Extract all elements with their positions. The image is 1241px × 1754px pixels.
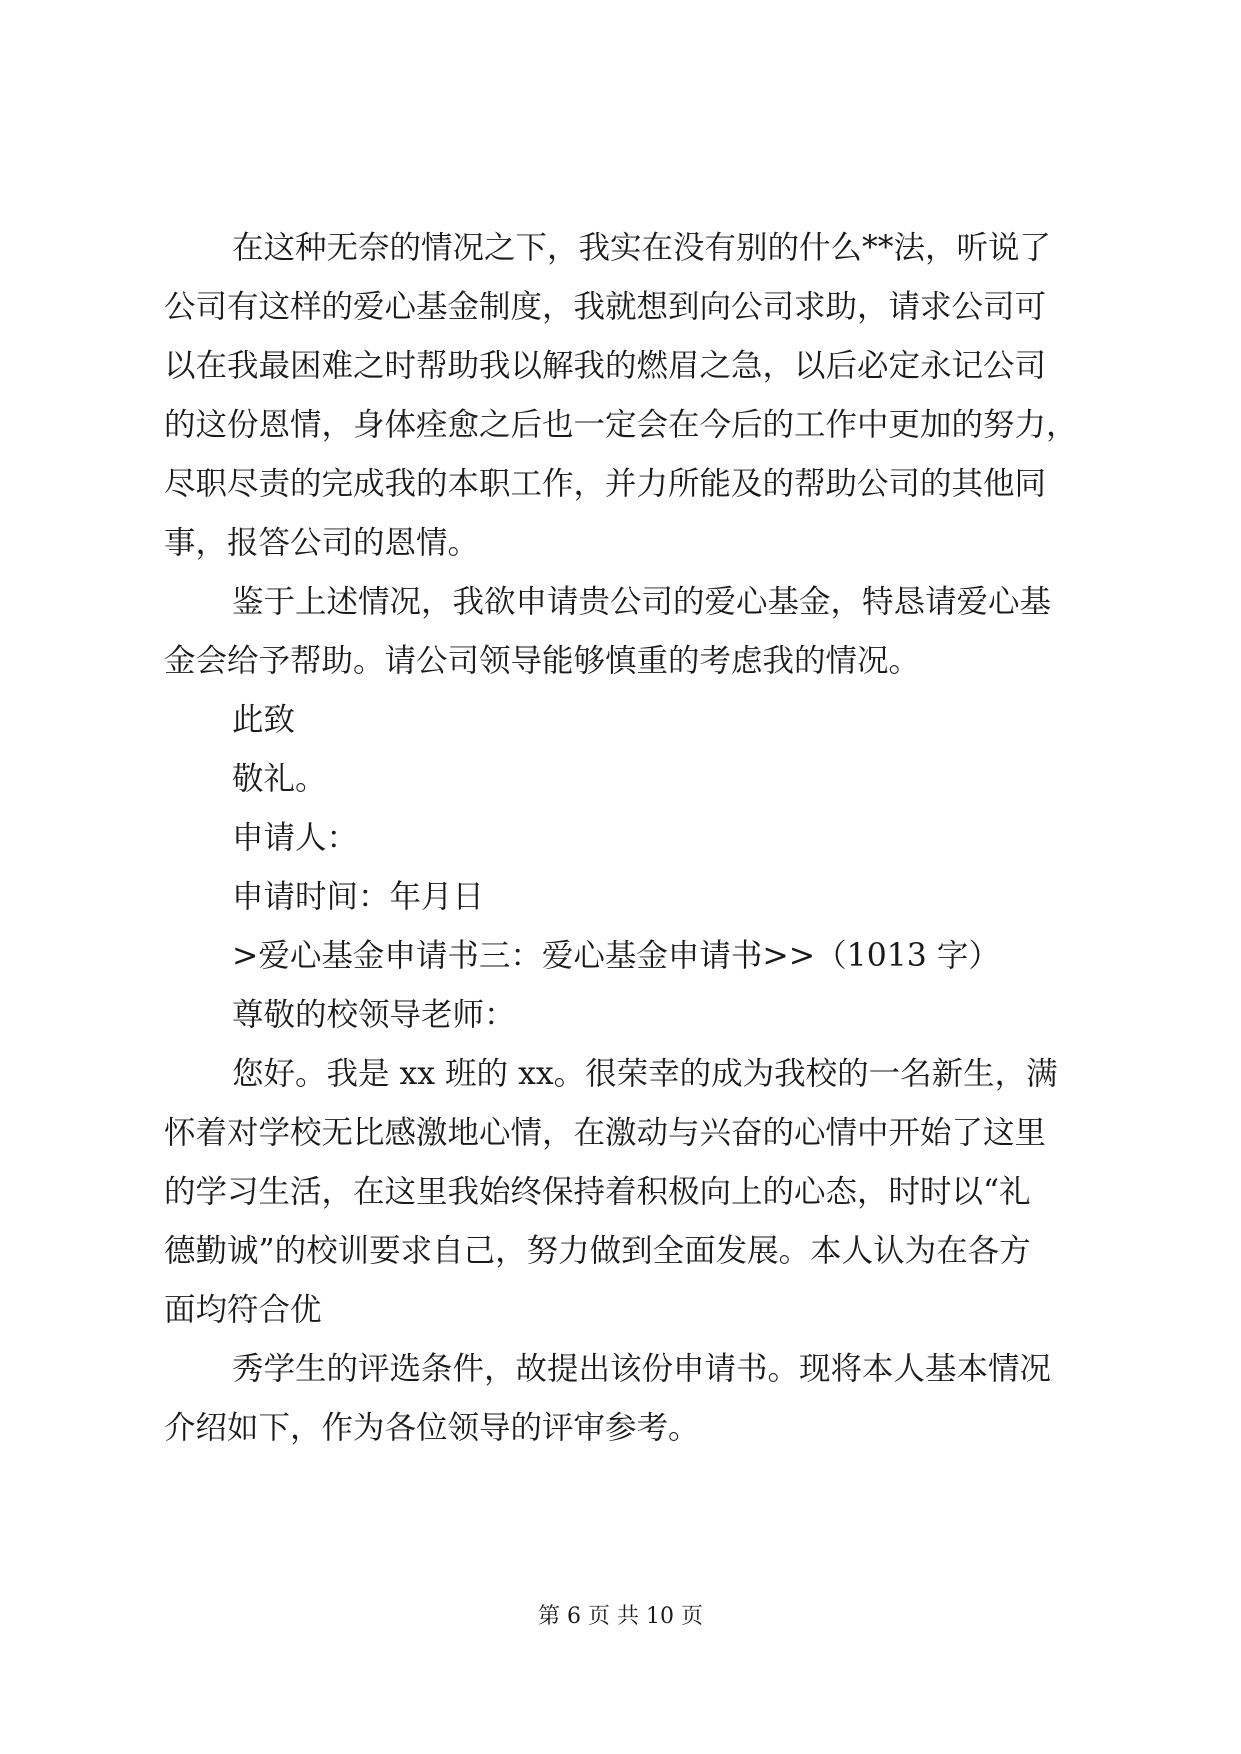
- section-heading: >爱心基金申请书三：爱心基金申请书>>（1013 字）: [232, 938, 1000, 974]
- applicant-line: 申请人：: [232, 820, 359, 856]
- paragraph-line: 以在我最困难之时帮助我以解我的燃眉之急，以后必定永记公司: [164, 348, 1047, 384]
- paragraph-line: 的这份恩情，身体痊愈之后也一定会在今后的工作中更加的努力，: [164, 407, 1078, 443]
- paragraph-line: 面均符合优: [164, 1292, 322, 1328]
- application-date-line: 申请时间：年月日: [232, 879, 485, 915]
- paragraph-line: 金会给予帮助。请公司领导能够慎重的考虑我的情况。: [164, 643, 921, 679]
- paragraph-line: 您好。我是 xx 班的 xx。很荣幸的成为我校的一名新生，满: [232, 1056, 1058, 1092]
- paragraph-line: 秀学生的评选条件，故提出该份申请书。现将本人基本情况: [232, 1351, 1052, 1387]
- paragraph-line: 事，报答公司的恩情。: [164, 525, 480, 561]
- closing-line: 此致: [232, 702, 296, 738]
- paragraph-line: 介绍如下，作为各位领导的评审参考。: [164, 1410, 700, 1446]
- closing-line: 敬礼。: [232, 761, 327, 797]
- paragraph-line: 德勤诚”的校训要求自己，努力做到全面发展。本人认为在各方: [164, 1233, 1031, 1269]
- paragraph-line: 的学习生活，在这里我始终保持着积极向上的心态，时时以“礼: [164, 1174, 1031, 1210]
- paragraph-line: 鉴于上述情况，我欲申请贵公司的爱心基金，特恳请爱心基: [232, 584, 1052, 620]
- paragraph-line: 在这种无奈的情况之下，我实在没有别的什么**法，听说了: [232, 230, 1052, 266]
- paragraph-line: 公司有这样的爱心基金制度，我就想到向公司求助，请求公司可: [164, 289, 1047, 325]
- paragraph-line: 怀着对学校无比感激地心情，在激动与兴奋的心情中开始了这里: [164, 1115, 1047, 1151]
- salutation-line: 尊敬的校领导老师：: [232, 997, 516, 1033]
- paragraph-line: 尽职尽责的完成我的本职工作，并力所能及的帮助公司的其他同: [164, 466, 1047, 502]
- page-number-footer: 第 6 页 共 10 页: [538, 1604, 703, 1629]
